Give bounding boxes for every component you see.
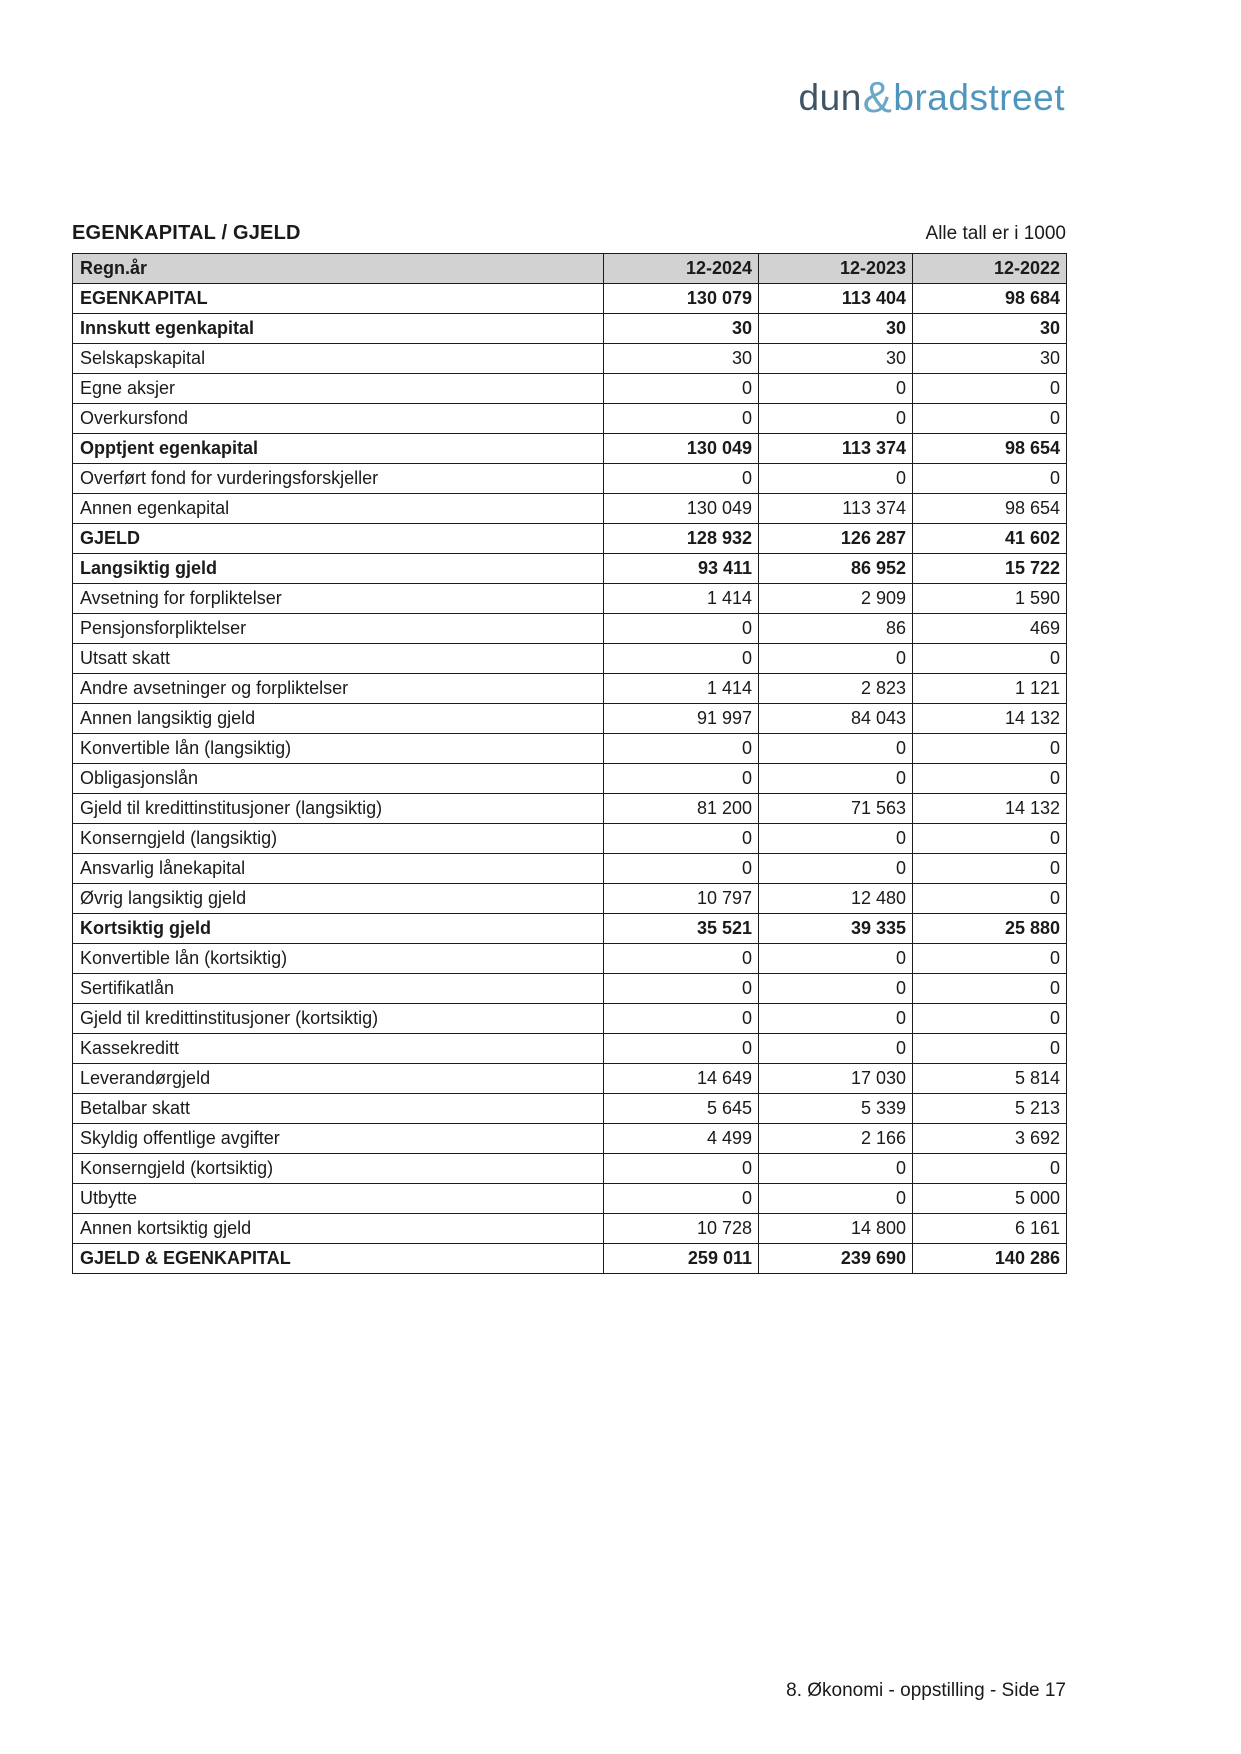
row-value: 81 200 (604, 794, 759, 824)
table-row (73, 1124, 1067, 1154)
row-value: 86 (759, 614, 913, 644)
header-cell-year-2024: 12-2024 (604, 254, 759, 284)
balance-table-container (72, 253, 1067, 1274)
table-row (73, 1034, 1067, 1064)
table-row (73, 1244, 1067, 1274)
row-value: 0 (604, 824, 759, 854)
row-value: 0 (604, 404, 759, 434)
row-value: 0 (604, 734, 759, 764)
row-value: 113 374 (759, 494, 913, 524)
row-value: 2 823 (759, 674, 913, 704)
row-label: Avsetning for forpliktelser (73, 584, 604, 614)
row-value: 130 079 (604, 284, 759, 314)
table-row (73, 614, 1067, 644)
row-label: Utsatt skatt (73, 644, 604, 674)
row-value: 17 030 (759, 1064, 913, 1094)
row-value: 126 287 (759, 524, 913, 554)
row-value: 86 952 (759, 554, 913, 584)
row-label: Sertifikatlån (73, 974, 604, 1004)
row-label: Pensjonsforpliktelser (73, 614, 604, 644)
row-value: 30 (759, 344, 913, 374)
logo-word-bradstreet: bradstreet (893, 77, 1065, 118)
row-value: 0 (759, 944, 913, 974)
row-value: 0 (913, 974, 1067, 1004)
row-value: 0 (604, 764, 759, 794)
row-value: 113 404 (759, 284, 913, 314)
row-value: 0 (759, 1184, 913, 1214)
row-label: Opptjent egenkapital (73, 434, 604, 464)
table-row (73, 464, 1067, 494)
table-row (73, 1004, 1067, 1034)
row-value: 113 374 (759, 434, 913, 464)
row-value: 84 043 (759, 704, 913, 734)
row-label: Skyldig offentlige avgifter (73, 1124, 604, 1154)
row-label: Annen egenkapital (73, 494, 604, 524)
row-value: 30 (913, 314, 1067, 344)
row-label: Selskapskapital (73, 344, 604, 374)
row-value: 0 (604, 944, 759, 974)
row-value: 1 121 (913, 674, 1067, 704)
row-value: 0 (913, 884, 1067, 914)
row-value: 10 797 (604, 884, 759, 914)
row-value: 0 (604, 1004, 759, 1034)
table-row (73, 764, 1067, 794)
row-value: 130 049 (604, 494, 759, 524)
table-row (73, 344, 1067, 374)
row-value: 0 (759, 824, 913, 854)
balance-table-body (73, 284, 1067, 1274)
table-row (73, 1064, 1067, 1094)
row-value: 5 213 (913, 1094, 1067, 1124)
row-label: EGENKAPITAL (73, 284, 604, 314)
row-value: 0 (759, 734, 913, 764)
row-value: 469 (913, 614, 1067, 644)
header-cell-regnaar: Regn.år (73, 254, 604, 284)
row-value: 0 (604, 974, 759, 1004)
row-value: 14 132 (913, 704, 1067, 734)
row-value: 0 (604, 1154, 759, 1184)
dun-and-bradstreet-logo (798, 73, 1065, 122)
row-label: Overført fond for vurderingsforskjeller (73, 464, 604, 494)
row-value: 39 335 (759, 914, 913, 944)
table-row (73, 824, 1067, 854)
table-row (73, 734, 1067, 764)
row-value: 3 692 (913, 1124, 1067, 1154)
row-value: 91 997 (604, 704, 759, 734)
row-label: Konvertible lån (langsiktig) (73, 734, 604, 764)
row-label: Overkursfond (73, 404, 604, 434)
row-value: 30 (913, 344, 1067, 374)
units-note: Alle tall er i 1000 (925, 223, 1066, 244)
row-value: 0 (759, 1154, 913, 1184)
row-value: 0 (913, 374, 1067, 404)
row-value: 0 (604, 374, 759, 404)
row-value: 10 728 (604, 1214, 759, 1244)
row-value: 1 414 (604, 674, 759, 704)
table-row (73, 284, 1067, 314)
row-value: 41 602 (913, 524, 1067, 554)
row-value: 14 649 (604, 1064, 759, 1094)
row-label: Annen kortsiktig gjeld (73, 1214, 604, 1244)
row-label: Innskutt egenkapital (73, 314, 604, 344)
row-value: 5 645 (604, 1094, 759, 1124)
row-value: 35 521 (604, 914, 759, 944)
row-value: 5 814 (913, 1064, 1067, 1094)
row-label: Betalbar skatt (73, 1094, 604, 1124)
row-label: Langsiktig gjeld (73, 554, 604, 584)
table-row (73, 704, 1067, 734)
row-value: 0 (759, 1034, 913, 1064)
row-value: 0 (913, 764, 1067, 794)
row-value: 30 (604, 344, 759, 374)
header-cell-year-2023: 12-2023 (759, 254, 913, 284)
row-label: Gjeld til kredittinstitusjoner (langsiktig) (73, 794, 604, 824)
row-label: Kassekreditt (73, 1034, 604, 1064)
table-row (73, 1214, 1067, 1244)
table-row (73, 404, 1067, 434)
table-row (73, 314, 1067, 344)
row-value: 0 (604, 464, 759, 494)
row-value: 93 411 (604, 554, 759, 584)
page-footer: 8. Økonomi - oppstilling - Side 17 (786, 1680, 1066, 1701)
row-value: 0 (913, 824, 1067, 854)
row-label: Konserngjeld (kortsiktig) (73, 1154, 604, 1184)
table-row (73, 584, 1067, 614)
row-label: Obligasjonslån (73, 764, 604, 794)
table-row (73, 1154, 1067, 1184)
row-value: 0 (913, 944, 1067, 974)
row-value: 0 (913, 1034, 1067, 1064)
row-value: 25 880 (913, 914, 1067, 944)
row-value: 0 (913, 734, 1067, 764)
table-row (73, 854, 1067, 884)
row-value: 0 (759, 764, 913, 794)
row-value: 0 (913, 404, 1067, 434)
row-label: Konvertible lån (kortsiktig) (73, 944, 604, 974)
logo-ampersand-icon: & (862, 73, 893, 122)
row-label: Annen langsiktig gjeld (73, 704, 604, 734)
row-value: 0 (759, 644, 913, 674)
row-label: Øvrig langsiktig gjeld (73, 884, 604, 914)
table-row (73, 524, 1067, 554)
row-value: 0 (759, 374, 913, 404)
row-label: Ansvarlig lånekapital (73, 854, 604, 884)
title-row (72, 222, 1066, 245)
table-row (73, 974, 1067, 1004)
row-value: 14 800 (759, 1214, 913, 1244)
table-row (73, 674, 1067, 704)
row-value: 128 932 (604, 524, 759, 554)
row-value: 1 590 (913, 584, 1067, 614)
row-label: Konserngjeld (langsiktig) (73, 824, 604, 854)
row-value: 6 161 (913, 1214, 1067, 1244)
row-value: 0 (604, 644, 759, 674)
table-row (73, 1184, 1067, 1214)
header-cell-year-2022: 12-2022 (913, 254, 1067, 284)
row-value: 30 (604, 314, 759, 344)
row-value: 0 (759, 464, 913, 494)
row-value: 12 480 (759, 884, 913, 914)
table-row (73, 794, 1067, 824)
table-row (73, 944, 1067, 974)
row-value: 0 (913, 854, 1067, 884)
table-row (73, 914, 1067, 944)
row-label: Kortsiktig gjeld (73, 914, 604, 944)
row-label: Egne aksjer (73, 374, 604, 404)
row-value: 98 654 (913, 494, 1067, 524)
row-value: 259 011 (604, 1244, 759, 1274)
balance-table (72, 253, 1067, 1274)
row-value: 14 132 (913, 794, 1067, 824)
section-title: EGENKAPITAL / GJELD (72, 222, 301, 244)
row-value: 15 722 (913, 554, 1067, 584)
row-value: 4 499 (604, 1124, 759, 1154)
row-label: Utbytte (73, 1184, 604, 1214)
logo-word-dun: dun (798, 77, 862, 118)
table-row (73, 434, 1067, 464)
table-row (73, 1094, 1067, 1124)
row-value: 0 (759, 1004, 913, 1034)
table-row (73, 494, 1067, 524)
row-value: 0 (913, 1004, 1067, 1034)
row-label: Leverandørgjeld (73, 1064, 604, 1094)
row-value: 0 (913, 464, 1067, 494)
row-value: 0 (759, 854, 913, 884)
row-label: GJELD (73, 524, 604, 554)
row-value: 0 (604, 1184, 759, 1214)
row-value: 0 (604, 1034, 759, 1064)
row-value: 0 (759, 404, 913, 434)
row-value: 30 (759, 314, 913, 344)
row-value: 0 (759, 974, 913, 1004)
row-label: Gjeld til kredittinstitusjoner (kortsiktig) (73, 1004, 604, 1034)
row-value: 2 166 (759, 1124, 913, 1154)
row-value: 2 909 (759, 584, 913, 614)
table-row (73, 644, 1067, 674)
row-value: 0 (604, 854, 759, 884)
row-value: 71 563 (759, 794, 913, 824)
row-value: 140 286 (913, 1244, 1067, 1274)
row-value: 0 (913, 644, 1067, 674)
row-label: GJELD & EGENKAPITAL (73, 1244, 604, 1274)
row-value: 0 (604, 614, 759, 644)
row-value: 0 (913, 1154, 1067, 1184)
row-value: 130 049 (604, 434, 759, 464)
row-value: 5 339 (759, 1094, 913, 1124)
row-value: 239 690 (759, 1244, 913, 1274)
table-row (73, 884, 1067, 914)
row-label: Andre avsetninger og forpliktelser (73, 674, 604, 704)
row-value: 98 654 (913, 434, 1067, 464)
table-row (73, 554, 1067, 584)
row-value: 5 000 (913, 1184, 1067, 1214)
row-value: 98 684 (913, 284, 1067, 314)
table-header-row (73, 254, 1067, 284)
row-value: 1 414 (604, 584, 759, 614)
table-row (73, 374, 1067, 404)
